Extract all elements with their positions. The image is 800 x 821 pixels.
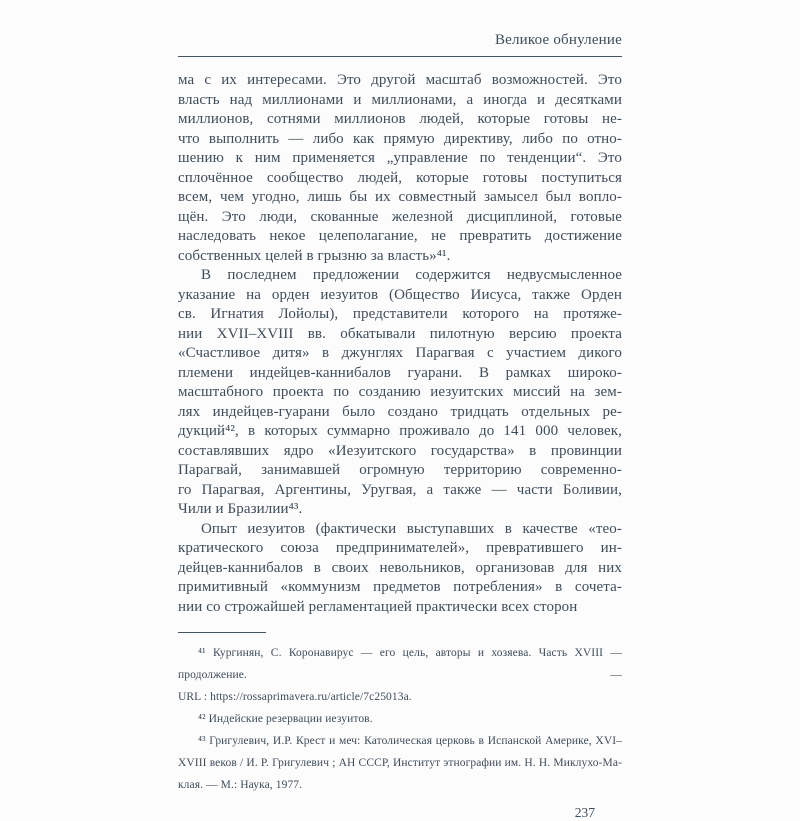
footnote-line: клая. — М.: Наука, 1977. [178, 779, 303, 791]
body-line: Парагвай, занимавшей огромную территорию современно- [178, 462, 622, 478]
body-line: В последнем предложении содержится недвусмысленное [201, 267, 622, 283]
body-line: дейцев-каннибалов в своих невольников, организовав для них [178, 559, 622, 576]
paragraph-3 [178, 520, 622, 618]
body-line: дукций⁴², в которых суммарно проживало до 141 000 человек, [178, 423, 622, 439]
body-line: всем, чем угодно, лишь бы их совместный замысел был вопло- [178, 189, 622, 205]
footnote-line: XVIII веков / И. Р. Григулевич ; АН СССР, Институт этнографии им. Н. Н. Миклухо-Ма- [178, 757, 622, 769]
body-line: Опыт иезуитов (фактически выступавших в качестве «тео- [201, 520, 622, 537]
footnote-line: ⁴³ Григулевич, И.Р. Крест и меч: Католическая церковь в Испанской Америке, XVI– [198, 735, 622, 747]
body-line: кратического союза предпринимателей», превратившего ин- [178, 540, 622, 556]
body-line: указание на орден иезуитов (Общество Иисуса, также Орден [178, 286, 622, 303]
body-line: го Парагвая, Аргентины, Уругвая, а также — части Боливии, [178, 481, 622, 498]
footnote-43 [178, 730, 622, 796]
body-text [178, 71, 622, 617]
footnote-line: URL : https://rossaprimavera.ru/article/7c25013a. [178, 691, 412, 703]
body-line: нии со строжайшей регламентацией практически всех сторон [178, 598, 578, 615]
footnote-separator [178, 632, 266, 633]
body-line: наследовать некое целеполагание, не превратить достижение [178, 228, 622, 244]
body-line: Чили и Бразилии⁴³. [178, 501, 303, 517]
body-line: миллионов, сотнями миллионов людей, которые готовы не- [178, 111, 622, 127]
footnote-42 [178, 708, 622, 730]
body-line: шению к ним применяется „управление по тенденции“. Это [178, 150, 622, 166]
running-header [178, 31, 622, 57]
footnote-41 [178, 642, 622, 708]
paragraph-2 [178, 266, 622, 520]
body-line: ма с их интересами. Это другой масштаб возможностей. Это [178, 72, 622, 88]
text-column [178, 0, 622, 821]
footnote-line: ⁴¹ Кургинян, С. Коронавирус — его цель, авторы и хозяева. Часть XVIII — продолжение. — [178, 647, 622, 681]
body-line: «Счастливое дитя» в джунглях Парагвая с участием дикого [178, 345, 622, 361]
body-line: примитивный «коммунизм предметов потребления» в сочета- [178, 579, 622, 595]
footnote-line: ⁴² Индейские резервации иезуитов. [198, 713, 373, 725]
body-line: сплочённое сообщество людей, которые готовы поступиться [178, 169, 622, 186]
body-line: собственных целей в грызню за власть»⁴¹. [178, 247, 451, 264]
body-line: лях индейцев-гуарани было создано тридцать отдельных ре- [178, 403, 622, 420]
footnotes [178, 642, 622, 796]
body-line: нии XVII–XVIII вв. обкатывали пилотную версию проекта [178, 325, 622, 342]
body-line: масштабного проекта по созданию иезуитских миссий на зем- [178, 384, 622, 400]
paragraph-1 [178, 71, 622, 266]
body-line: что выполнить — либо как прямую директиву, либо по отно- [178, 130, 622, 147]
page-number: 237 [574, 805, 595, 820]
body-line: св. Игнатия Лойолы), представители которого на протяже- [178, 306, 622, 322]
running-header-title: Великое обнуление [494, 32, 622, 48]
body-line: составлявших ядро «Иезуитского государства» в провинции [178, 442, 622, 459]
body-line: власть над миллионами и миллионами, а иногда и десятками [178, 91, 622, 108]
body-line: щён. Это люди, скованные железной дисциплиной, готовые [178, 208, 622, 225]
body-line: племени индейцев-каннибалов гуарани. В рамках широко- [178, 364, 622, 381]
